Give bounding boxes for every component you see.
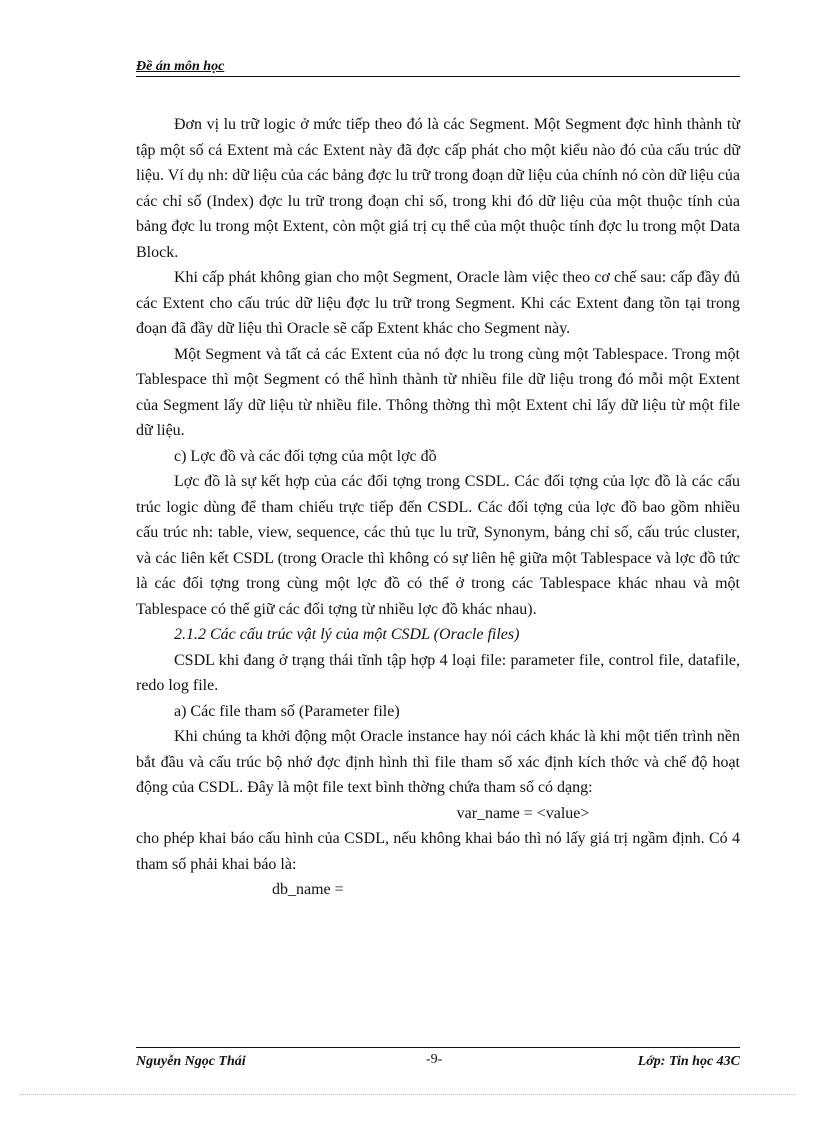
paragraph-parameter-file: Khi chúng ta khởi động một Oracle instance hay nói cách khác là khi một tiến trình nền bắt đầu và cấu trúc bộ nhớ đợc định hình thì file tham số xác định kích thớc và chế độ hoạt động của CSDL. Đây là một file text bình thờng chứa tham số có dạng: <box>136 728 740 796</box>
heading-schema: c) Lợc đồ và các đối tợng của một lợc đồ <box>174 447 437 465</box>
code-db-name: db_name = <box>272 881 344 898</box>
page-edge-divider <box>20 1094 796 1095</box>
paragraph-allocation: Khi cấp phát không gian cho một Segment, Oracle làm việc theo cơ chế sau: cấp đầy đủ các Extent cho cấu trúc dữ liệu đợc lu trữ trong Segment. Khi các Extent đang tồn tại trong đoạn đã đầy dữ liệu thì Oracle sẽ cấp Extent khác cho Segment này. <box>136 269 740 337</box>
heading-parameter-file: a) Các file tham số (Parameter file) <box>174 702 400 720</box>
page-footer <box>136 1047 740 1076</box>
page-number: -9- <box>426 1052 443 1067</box>
header-title: Đề án môn học <box>136 59 225 74</box>
paragraph-config: cho phép khai báo cấu hình của CSDL, nếu không khai báo thì nó lấy giá trị ngầm định. Có 4 tham số phải khai báo là: <box>136 830 740 873</box>
paragraph-segment: Đơn vị lu trữ logic ở mức tiếp theo đó là các Segment. Một Segment đợc hình thành từ tập một số cá Extent mà các Extent này đã đợc cấp phát cho một kiểu nào đó của cấu trúc dữ liệu. Ví dụ nh: dữ liệu của các bảng đợc lu trữ trong đoạn dữ liệu của chính nó còn dữ liệu của các chỉ số (Index) đợc lu trữ trong đoạn chỉ số, trong khi đó dữ liệu của một thuộc tính của bảng đợc lu trong một Extent, còn một giá trị cụ thể của một thuộc tính đợc lu trong một Data Block. <box>136 116 740 261</box>
paragraph-tablespace: Một Segment và tất cả các Extent của nó đợc lu trong cùng một Tablespace. Trong một Tablespace thì một Segment có thể hình thành từ nhiều file dữ liệu trong đó mỗi một Extent của Segment lấy dữ liệu từ nhiều file. Thông thờng thì một Extent chỉ lấy dữ liệu từ một file dữ liệu. <box>136 345 740 439</box>
footer-author: Nguyễn Ngọc Thái <box>136 1054 246 1069</box>
code-var-name: var_name = <value> <box>456 804 590 822</box>
page-header <box>136 54 740 77</box>
paragraph-schema: Lợc đồ là sự kết hợp của các đối tợng trong CSDL. Các đối tợng của lợc đồ là các cấu trúc logic dùng để tham chiếu trực tiếp đến CSDL. Các đối tợng của lợc đồ bao gồm nhiều cấu trúc nh: table, view, sequence, các thủ tục lu trữ, Synonym, bảng chỉ số, cấu trúc cluster, và các liên kết CSDL (trong Oracle thì không có sự liên hệ giữa một Tablespace và lợc đồ tức là các đối tợng trong cùng một lợc đồ có thể ở trong các Tablespace khác nhau và một Tablespace có thể giữ các đối tợng từ nhiều lợc đồ khác nhau). <box>136 473 740 618</box>
section-heading: 2.1.2 Các cấu trúc vật lý của một CSDL (Oracle files) <box>174 626 520 643</box>
footer-class: Lớp: Tin học 43C <box>637 1054 740 1069</box>
document-body <box>136 112 740 903</box>
paragraph-files: CSDL khi đang ở trạng thái tĩnh tập hợp 4 loại file: parameter file, control file, datafile, redo log file. <box>136 651 740 694</box>
